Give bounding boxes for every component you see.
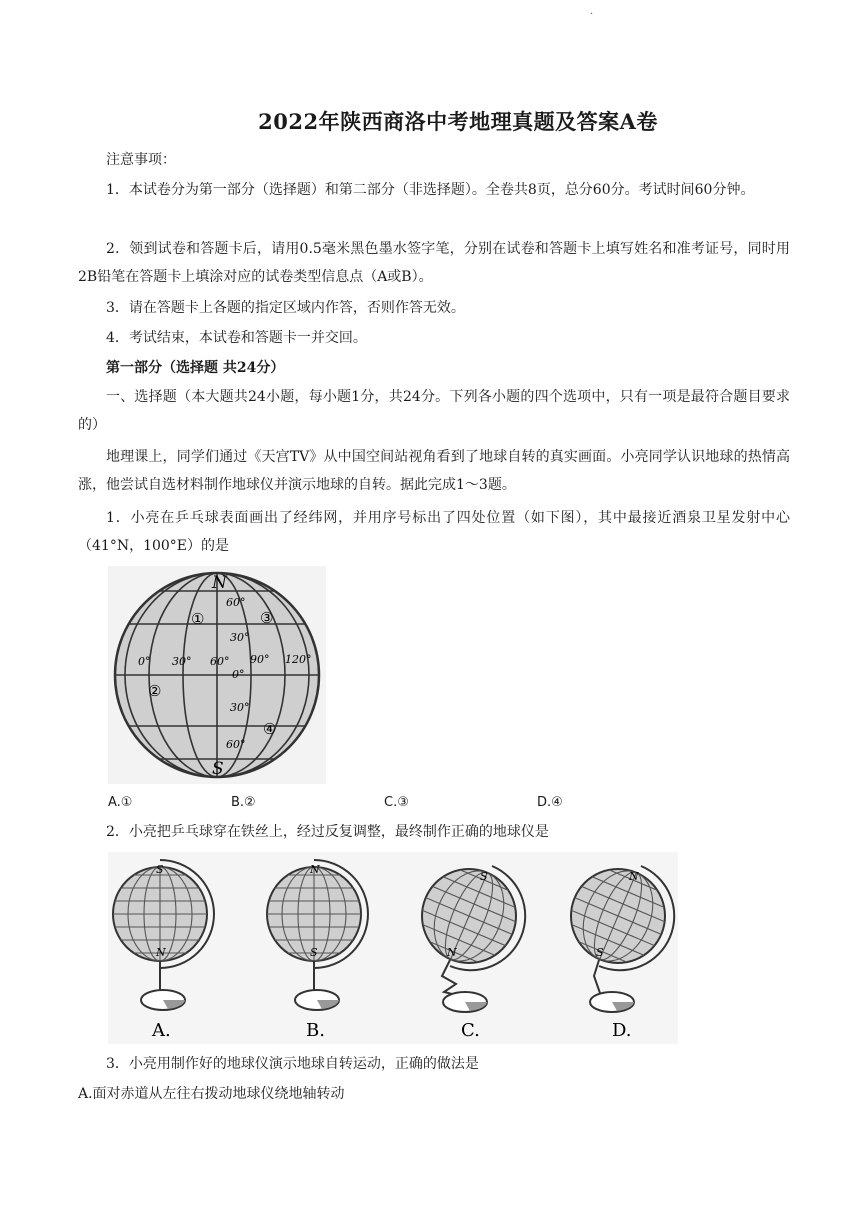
q1-lon-0: 0°: [138, 655, 151, 668]
notice-item-1: 1．本试卷分为第一部分（选择题）和第二部分（非选择题）。全卷共8页，总分60分。考试时间60分钟。: [106, 182, 755, 198]
globe-c-top: S: [480, 870, 488, 883]
q1-lat-60n: 60°: [226, 596, 246, 609]
q2-globes-figure: [108, 852, 678, 1044]
q1-option-d: D.④: [537, 795, 563, 810]
q1-lon-60: 60°: [210, 655, 230, 668]
globe-d-label: D.: [612, 1020, 632, 1041]
q1-lat-0: 0°: [232, 668, 245, 681]
globe-b-top: N: [310, 863, 320, 876]
globe-d-top: N: [629, 870, 639, 883]
globe-b-bottom: S: [310, 946, 318, 959]
section-intro: 一、选择题（本大题共24小题，每小题1分，共24分。下列各小题的四个选项中，只有一项是最符合题目要求的）: [78, 389, 790, 433]
notice-item-3: 3．请在答题卡上各题的指定区域内作答，否则作答无效。: [106, 300, 465, 316]
globe-d-bottom: S: [596, 946, 604, 959]
globe-b-label: B.: [306, 1020, 325, 1041]
q1-pole-s: S: [212, 759, 224, 779]
q1-pole-n: N: [212, 573, 227, 593]
notice-item-2: 2．领到试卷和答题卡后，请用0.5毫米黑色墨水签字笔，分别在试卷和答题卡上填写姓名和准考证号，同时用2B铅笔在答题卡上填涂对应的试卷类型信息点（A或B）。: [78, 241, 790, 285]
q1-option-b: B.②: [231, 795, 256, 810]
q1-lon-120: 120°: [285, 653, 312, 666]
question-2-text: 2．小亮把乒乓球穿在铁丝上，经过反复调整，最终制作正确的地球仪是: [106, 824, 549, 840]
question-3-text: 3．小亮用制作好的地球仪演示地球自转运动，正确的做法是: [106, 1056, 479, 1072]
q1-option-c: C.③: [384, 795, 409, 810]
q1-marker-3: ③: [260, 609, 274, 627]
notice-heading: 注意事项：: [106, 152, 176, 168]
question-1-text: 1．小亮在乒乓球表面画出了经纬网，并用序号标出了四处位置（如下图），其中最接近酒泉卫星发射中心（41°N，100°E）的是: [78, 510, 790, 554]
page-title: 2022年陕西商洛中考地理真题及答案A卷: [258, 109, 658, 134]
context-paragraph: 地理课上，同学们通过《天宫TV》从中国空间站视角看到了地球自转的真实画面。小亮同学认识地球的热情高涨，他尝试自选材料制作地球仪并演示地球的自转。据此完成1～3题。: [78, 449, 790, 493]
q1-marker-2: ②: [148, 682, 162, 700]
globe-a-label: A.: [152, 1020, 171, 1041]
globe-c-bottom: N: [447, 946, 457, 959]
globe-c-label: C.: [461, 1020, 480, 1041]
globe-a-bottom: N: [156, 946, 166, 959]
q1-lon-90: 90°: [250, 653, 270, 666]
globe-a-top: S: [156, 863, 164, 876]
q1-lat-60s: 60°: [226, 738, 246, 751]
notice-item-4: 4．考试结束，本试卷和答题卡一并交回。: [106, 330, 367, 346]
q1-lat-30n: 30°: [230, 631, 250, 644]
q1-marker-1: ①: [191, 610, 205, 628]
q3-option-a: A.面对赤道从左往右拨动地球仪绕地轴转动: [78, 1086, 345, 1102]
q1-marker-4: ④: [263, 720, 277, 738]
q1-option-a: A.①: [108, 795, 133, 810]
part1-heading: 第一部分（选择题 共24分）: [106, 360, 285, 376]
q1-lon-30: 30°: [172, 655, 192, 668]
q1-globe-figure: [108, 566, 326, 784]
q1-lat-30s: 30°: [230, 701, 250, 714]
header-dot: .: [590, 6, 594, 17]
